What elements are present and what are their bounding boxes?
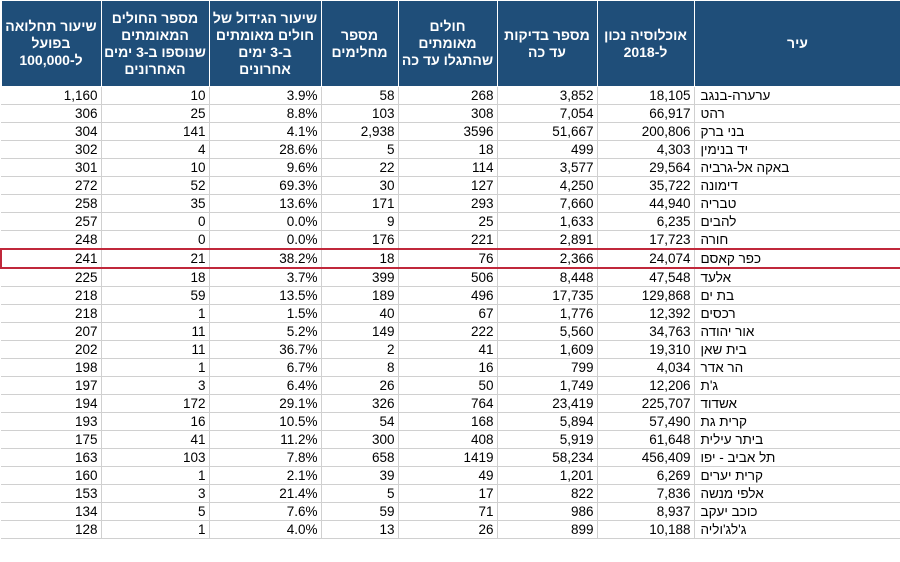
- cell-confirmed[interactable]: 127: [398, 177, 497, 195]
- cell-population[interactable]: 47,548: [597, 268, 694, 287]
- cell-confirmed[interactable]: 71: [398, 503, 497, 521]
- cell-confirmed[interactable]: 114: [398, 159, 497, 177]
- cell-city[interactable]: טבריה: [694, 195, 900, 213]
- header-city[interactable]: עיר: [694, 1, 900, 87]
- cell-growth[interactable]: 4.1%: [209, 123, 321, 141]
- cell-new-confirmed[interactable]: 35: [101, 195, 209, 213]
- cell-tests[interactable]: 58,234: [497, 449, 597, 467]
- header-new-confirmed[interactable]: מספר החולים המאומתים שנוספו ב-3 ימים האחרונים: [101, 1, 209, 87]
- cell-new-confirmed[interactable]: 41: [101, 431, 209, 449]
- table-row: [1, 305, 900, 323]
- cell-new-confirmed[interactable]: 1: [101, 359, 209, 377]
- cell-recovered[interactable]: 171: [321, 195, 398, 213]
- cell-recovered[interactable]: 149: [321, 323, 398, 341]
- cell-tests[interactable]: 8,448: [497, 268, 597, 287]
- cell-rate[interactable]: 128: [1, 521, 101, 539]
- cell-confirmed[interactable]: 168: [398, 413, 497, 431]
- header-population[interactable]: אוכלוסיה נכון ל-2018: [597, 1, 694, 87]
- cell-growth[interactable]: 38.2%: [209, 249, 321, 268]
- cell-population[interactable]: 12,392: [597, 305, 694, 323]
- cell-tests[interactable]: 499: [497, 141, 597, 159]
- cell-tests[interactable]: 5,919: [497, 431, 597, 449]
- cell-recovered[interactable]: 54: [321, 413, 398, 431]
- cell-city[interactable]: רכסים: [694, 305, 900, 323]
- cell-growth[interactable]: 8.8%: [209, 105, 321, 123]
- cell-recovered[interactable]: 189: [321, 287, 398, 305]
- cell-population[interactable]: 24,074: [597, 249, 694, 268]
- cell-growth[interactable]: 5.2%: [209, 323, 321, 341]
- cell-growth[interactable]: 13.6%: [209, 195, 321, 213]
- cell-recovered[interactable]: 5: [321, 485, 398, 503]
- cell-new-confirmed[interactable]: 25: [101, 105, 209, 123]
- cell-tests[interactable]: 5,894: [497, 413, 597, 431]
- cell-new-confirmed[interactable]: 16: [101, 413, 209, 431]
- cell-confirmed[interactable]: 222: [398, 323, 497, 341]
- cell-recovered[interactable]: 399: [321, 268, 398, 287]
- cell-tests[interactable]: 7,054: [497, 105, 597, 123]
- cell-city[interactable]: בת ים: [694, 287, 900, 305]
- cell-rate[interactable]: 218: [1, 305, 101, 323]
- cell-recovered[interactable]: 13: [321, 521, 398, 539]
- cell-rate[interactable]: 160: [1, 467, 101, 485]
- cell-new-confirmed[interactable]: 5: [101, 503, 209, 521]
- cell-city[interactable]: אור יהודה: [694, 323, 900, 341]
- cell-recovered[interactable]: 2,938: [321, 123, 398, 141]
- cell-rate[interactable]: 197: [1, 377, 101, 395]
- cell-tests[interactable]: 986: [497, 503, 597, 521]
- cell-population[interactable]: 6,269: [597, 467, 694, 485]
- cell-rate[interactable]: 175: [1, 431, 101, 449]
- cell-new-confirmed[interactable]: 11: [101, 341, 209, 359]
- cell-population[interactable]: 7,836: [597, 485, 694, 503]
- cell-confirmed[interactable]: 16: [398, 359, 497, 377]
- cell-tests[interactable]: 799: [497, 359, 597, 377]
- cell-new-confirmed[interactable]: 21: [101, 249, 209, 268]
- cell-population[interactable]: 19,310: [597, 341, 694, 359]
- cell-population[interactable]: 61,648: [597, 431, 694, 449]
- cell-tests[interactable]: 17,735: [497, 287, 597, 305]
- cell-population[interactable]: 34,763: [597, 323, 694, 341]
- cell-rate[interactable]: 193: [1, 413, 101, 431]
- cell-rate[interactable]: 218: [1, 287, 101, 305]
- cell-recovered[interactable]: 26: [321, 377, 398, 395]
- table-row: [1, 287, 900, 305]
- cell-new-confirmed[interactable]: 172: [101, 395, 209, 413]
- cell-growth[interactable]: 3.9%: [209, 87, 321, 105]
- cell-rate[interactable]: 306: [1, 105, 101, 123]
- cell-rate[interactable]: 153: [1, 485, 101, 503]
- header-rate[interactable]: שיעור תחלואה בפועל ל-100,000: [1, 1, 101, 87]
- cell-confirmed[interactable]: 221: [398, 231, 497, 250]
- header-confirmed[interactable]: חולים מאומתים שהתגלו עד כה: [398, 1, 497, 87]
- cell-growth[interactable]: 69.3%: [209, 177, 321, 195]
- cell-tests[interactable]: 3,577: [497, 159, 597, 177]
- cell-confirmed[interactable]: 76: [398, 249, 497, 268]
- table-row-highlighted: [1, 249, 900, 268]
- cell-city[interactable]: אשדוד: [694, 395, 900, 413]
- table-row: [1, 503, 900, 521]
- cell-rate[interactable]: 258: [1, 195, 101, 213]
- cell-rate[interactable]: 301: [1, 159, 101, 177]
- cell-growth[interactable]: 2.1%: [209, 467, 321, 485]
- table-row: [1, 231, 900, 250]
- cell-rate[interactable]: 207: [1, 323, 101, 341]
- cell-growth[interactable]: 0.0%: [209, 213, 321, 231]
- cell-confirmed[interactable]: 49: [398, 467, 497, 485]
- cell-tests[interactable]: 822: [497, 485, 597, 503]
- cell-tests[interactable]: 51,667: [497, 123, 597, 141]
- cell-confirmed[interactable]: 50: [398, 377, 497, 395]
- cell-city[interactable]: אלעד: [694, 268, 900, 287]
- cell-tests[interactable]: 23,419: [497, 395, 597, 413]
- cell-growth[interactable]: 4.0%: [209, 521, 321, 539]
- cell-rate[interactable]: 194: [1, 395, 101, 413]
- cell-tests[interactable]: 1,609: [497, 341, 597, 359]
- cell-growth[interactable]: 0.0%: [209, 231, 321, 250]
- cell-population[interactable]: 57,490: [597, 413, 694, 431]
- table-row: [1, 195, 900, 213]
- cell-population[interactable]: 66,917: [597, 105, 694, 123]
- cell-new-confirmed[interactable]: 1: [101, 467, 209, 485]
- cell-recovered[interactable]: 39: [321, 467, 398, 485]
- cell-rate[interactable]: 198: [1, 359, 101, 377]
- cell-rate[interactable]: 241: [1, 249, 101, 268]
- cell-tests[interactable]: 7,660: [497, 195, 597, 213]
- cell-recovered[interactable]: 658: [321, 449, 398, 467]
- cell-rate[interactable]: 163: [1, 449, 101, 467]
- cell-population[interactable]: 129,868: [597, 287, 694, 305]
- table-row: [1, 395, 900, 413]
- cell-new-confirmed[interactable]: 0: [101, 231, 209, 250]
- cell-recovered[interactable]: 5: [321, 141, 398, 159]
- cell-confirmed[interactable]: 3596: [398, 123, 497, 141]
- cell-new-confirmed[interactable]: 0: [101, 213, 209, 231]
- cell-tests[interactable]: 1,749: [497, 377, 597, 395]
- cell-recovered[interactable]: 18: [321, 249, 398, 268]
- cell-rate[interactable]: 225: [1, 268, 101, 287]
- cell-population[interactable]: 29,564: [597, 159, 694, 177]
- cell-population[interactable]: 456,409: [597, 449, 694, 467]
- header-growth[interactable]: שיעור הגידול של חולים מאומתים ב-3 ימים אחרונים: [209, 1, 321, 87]
- cell-new-confirmed[interactable]: 52: [101, 177, 209, 195]
- cell-city[interactable]: בית שאן: [694, 341, 900, 359]
- table-row: [1, 87, 900, 105]
- cell-city[interactable]: יד בנימין: [694, 141, 900, 159]
- cell-rate[interactable]: 304: [1, 123, 101, 141]
- cell-confirmed[interactable]: 1419: [398, 449, 497, 467]
- cell-recovered[interactable]: 103: [321, 105, 398, 123]
- cell-growth[interactable]: 11.2%: [209, 431, 321, 449]
- cell-population[interactable]: 225,707: [597, 395, 694, 413]
- cell-tests[interactable]: 4,250: [497, 177, 597, 195]
- cell-recovered[interactable]: 300: [321, 431, 398, 449]
- cell-city[interactable]: כפר קאסם: [694, 249, 900, 268]
- cell-city[interactable]: חורה: [694, 231, 900, 250]
- cell-population[interactable]: 35,722: [597, 177, 694, 195]
- cell-city[interactable]: דימונה: [694, 177, 900, 195]
- cell-recovered[interactable]: 30: [321, 177, 398, 195]
- cell-population[interactable]: 17,723: [597, 231, 694, 250]
- cell-new-confirmed[interactable]: 1: [101, 521, 209, 539]
- table-row: [1, 431, 900, 449]
- cell-population[interactable]: 18,105: [597, 87, 694, 105]
- header-recovered[interactable]: מספר מחלימים: [321, 1, 398, 87]
- cell-new-confirmed[interactable]: 3: [101, 485, 209, 503]
- cell-new-confirmed[interactable]: 10: [101, 159, 209, 177]
- cell-rate[interactable]: 202: [1, 341, 101, 359]
- cell-growth[interactable]: 1.5%: [209, 305, 321, 323]
- cell-growth[interactable]: 6.7%: [209, 359, 321, 377]
- cell-population[interactable]: 4,034: [597, 359, 694, 377]
- cell-city[interactable]: ביתר עילית: [694, 431, 900, 449]
- cell-new-confirmed[interactable]: 103: [101, 449, 209, 467]
- cell-rate[interactable]: 272: [1, 177, 101, 195]
- table-row: [1, 341, 900, 359]
- cell-city[interactable]: קרית יערים: [694, 467, 900, 485]
- cell-city[interactable]: בני ברק: [694, 123, 900, 141]
- cell-recovered[interactable]: 40: [321, 305, 398, 323]
- table-row: [1, 485, 900, 503]
- cell-city[interactable]: ג'ת: [694, 377, 900, 395]
- cell-city[interactable]: תל אביב - יפו: [694, 449, 900, 467]
- table-row: [1, 141, 900, 159]
- table-row: [1, 413, 900, 431]
- table-body: [1, 87, 900, 539]
- cell-growth[interactable]: 21.4%: [209, 485, 321, 503]
- cell-population[interactable]: 200,806: [597, 123, 694, 141]
- table-row: [1, 159, 900, 177]
- table-row: [1, 123, 900, 141]
- cell-new-confirmed[interactable]: 11: [101, 323, 209, 341]
- cell-growth[interactable]: 6.4%: [209, 377, 321, 395]
- cell-growth[interactable]: 36.7%: [209, 341, 321, 359]
- cell-tests[interactable]: 2,366: [497, 249, 597, 268]
- cell-population[interactable]: 44,940: [597, 195, 694, 213]
- cell-confirmed[interactable]: 293: [398, 195, 497, 213]
- cell-confirmed[interactable]: 26: [398, 521, 497, 539]
- cell-new-confirmed[interactable]: 59: [101, 287, 209, 305]
- cell-rate[interactable]: 302: [1, 141, 101, 159]
- table-row: [1, 359, 900, 377]
- cell-tests[interactable]: 1,633: [497, 213, 597, 231]
- cell-tests[interactable]: 3,852: [497, 87, 597, 105]
- cell-city[interactable]: רהט: [694, 105, 900, 123]
- cell-city[interactable]: אלפי מנשה: [694, 485, 900, 503]
- table-row: [1, 521, 900, 539]
- cell-confirmed[interactable]: 408: [398, 431, 497, 449]
- cell-recovered[interactable]: 59: [321, 503, 398, 521]
- cell-tests[interactable]: 1,201: [497, 467, 597, 485]
- table-row: [1, 449, 900, 467]
- cell-recovered[interactable]: 176: [321, 231, 398, 250]
- cell-confirmed[interactable]: 41: [398, 341, 497, 359]
- cell-rate[interactable]: 257: [1, 213, 101, 231]
- table-row: [1, 323, 900, 341]
- cell-recovered[interactable]: 2: [321, 341, 398, 359]
- cell-new-confirmed[interactable]: 1: [101, 305, 209, 323]
- cell-confirmed[interactable]: 308: [398, 105, 497, 123]
- cell-recovered[interactable]: 22: [321, 159, 398, 177]
- cell-recovered[interactable]: 8: [321, 359, 398, 377]
- cell-confirmed[interactable]: 496: [398, 287, 497, 305]
- cell-recovered[interactable]: 58: [321, 87, 398, 105]
- cell-city[interactable]: הר אדר: [694, 359, 900, 377]
- cell-recovered[interactable]: 326: [321, 395, 398, 413]
- cell-growth[interactable]: 29.1%: [209, 395, 321, 413]
- cell-tests[interactable]: 2,891: [497, 231, 597, 250]
- cell-growth[interactable]: 9.6%: [209, 159, 321, 177]
- cell-city[interactable]: ערערה-בנגב: [694, 87, 900, 105]
- table-row: [1, 377, 900, 395]
- cell-city[interactable]: להבים: [694, 213, 900, 231]
- cell-confirmed[interactable]: 268: [398, 87, 497, 105]
- cell-confirmed[interactable]: 17: [398, 485, 497, 503]
- cell-rate[interactable]: 134: [1, 503, 101, 521]
- cell-confirmed[interactable]: 764: [398, 395, 497, 413]
- cell-confirmed[interactable]: 18: [398, 141, 497, 159]
- table-row: [1, 213, 900, 231]
- cell-new-confirmed[interactable]: 10: [101, 87, 209, 105]
- cell-rate[interactable]: 248: [1, 231, 101, 250]
- cell-growth[interactable]: 28.6%: [209, 141, 321, 159]
- cell-city[interactable]: באקה אל-גרביה: [694, 159, 900, 177]
- cell-population[interactable]: 4,303: [597, 141, 694, 159]
- cell-tests[interactable]: 899: [497, 521, 597, 539]
- cell-population[interactable]: 10,188: [597, 521, 694, 539]
- table-row: [1, 268, 900, 287]
- table-row: [1, 105, 900, 123]
- cell-tests[interactable]: 5,560: [497, 323, 597, 341]
- cell-confirmed[interactable]: 67: [398, 305, 497, 323]
- cell-rate[interactable]: 1,160: [1, 87, 101, 105]
- cell-new-confirmed[interactable]: 4: [101, 141, 209, 159]
- cell-confirmed[interactable]: 25: [398, 213, 497, 231]
- cell-growth[interactable]: 3.7%: [209, 268, 321, 287]
- header-row: [1, 1, 900, 87]
- table-row: [1, 467, 900, 485]
- cell-growth[interactable]: 7.6%: [209, 503, 321, 521]
- cell-growth[interactable]: 10.5%: [209, 413, 321, 431]
- cell-population[interactable]: 12,206: [597, 377, 694, 395]
- cell-confirmed[interactable]: 506: [398, 268, 497, 287]
- cell-recovered[interactable]: 9: [321, 213, 398, 231]
- header-tests[interactable]: מספר בדיקות עד כה: [497, 1, 597, 87]
- cell-city[interactable]: ג'לג'וליה: [694, 521, 900, 539]
- cell-population[interactable]: 8,937: [597, 503, 694, 521]
- cell-growth[interactable]: 13.5%: [209, 287, 321, 305]
- cell-new-confirmed[interactable]: 141: [101, 123, 209, 141]
- cell-tests[interactable]: 1,776: [497, 305, 597, 323]
- cell-city[interactable]: כוכב יעקב: [694, 503, 900, 521]
- table-row: [1, 177, 900, 195]
- cell-growth[interactable]: 7.8%: [209, 449, 321, 467]
- cell-new-confirmed[interactable]: 3: [101, 377, 209, 395]
- cell-city[interactable]: קרית גת: [694, 413, 900, 431]
- cell-new-confirmed[interactable]: 18: [101, 268, 209, 287]
- cell-population[interactable]: 6,235: [597, 213, 694, 231]
